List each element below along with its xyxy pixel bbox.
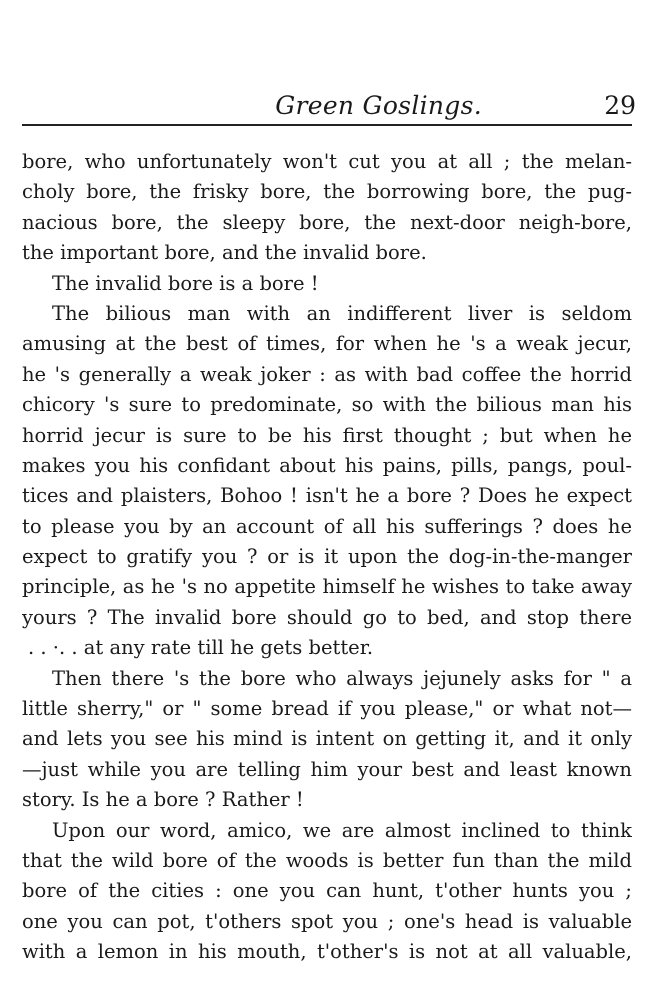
text-line: with a lemon in his mouth, t'other's is not at all valuable,	[22, 940, 632, 964]
text-line: yours ? The invalid bore should go to bed, and stop there	[22, 605, 632, 629]
text-line: Then there 's the bore who always jejunely asks for " a	[52, 666, 632, 690]
text-line: little sherry," or " some bread if you please," or what not—	[22, 697, 632, 721]
text-line: The invalid bore is a bore !	[52, 271, 319, 295]
text-line: nacious bore, the sleepy bore, the next-door neigh-bore,	[22, 210, 632, 234]
text-line: The bilious man with an indifferent liver is seldom	[52, 301, 632, 325]
text-line: choly bore, the frisky bore, the borrowing bore, the pug-	[22, 180, 632, 204]
text-line: bore of the cities : one you can hunt, t'other hunts you ;	[22, 879, 632, 903]
body-text	[22, 147, 632, 968]
text-line: tices and plaisters, Bohoo ! isn't he a bore ? Does he expect	[22, 484, 632, 508]
text-line: . . ·. . at any rate till he gets better.	[28, 636, 374, 660]
text-line: the important bore, and the invalid bore.	[22, 241, 427, 265]
text-line: chicory 's sure to predominate, so with the bilious man his	[22, 393, 632, 417]
text-line: makes you his confidant about his pains, pills, pangs, poul-	[22, 453, 632, 477]
text-line: bore, who unfortunately won't cut you at all ; the melan-	[22, 150, 632, 173]
text-line: —just while you are telling him your best and least known	[22, 757, 632, 781]
text-line: to please you by an account of all his sufferings ? does he	[22, 514, 632, 538]
text-line: one you can pot, t'others spot you ; one's head is valuable	[22, 909, 632, 933]
text-line: amusing at the best of times, for when he 's a weak jecur,	[22, 332, 632, 356]
text-line: expect to gratify you ? or is it upon the dog-in-the-manger	[22, 545, 632, 569]
text-line: and lets you see his mind is intent on getting it, and it only	[22, 727, 632, 751]
running-head: Green Goslings.	[275, 91, 482, 120]
page-number: 29	[604, 91, 636, 120]
text-line: story. Is he a bore ? Rather !	[22, 788, 304, 812]
header-rule	[22, 124, 632, 126]
text-line: that the wild bore of the woods is better fun than the mild	[22, 848, 632, 872]
text-line: horrid jecur is sure to be his first thought ; but when he	[22, 423, 632, 447]
page-header	[22, 82, 638, 122]
text-line: principle, as he 's no appetite himself he wishes to take away	[22, 575, 632, 599]
text-line: Upon our word, amico, we are almost inclined to think	[52, 818, 632, 842]
text-line: he 's generally a weak joker : as with bad coffee the horrid	[22, 362, 632, 386]
